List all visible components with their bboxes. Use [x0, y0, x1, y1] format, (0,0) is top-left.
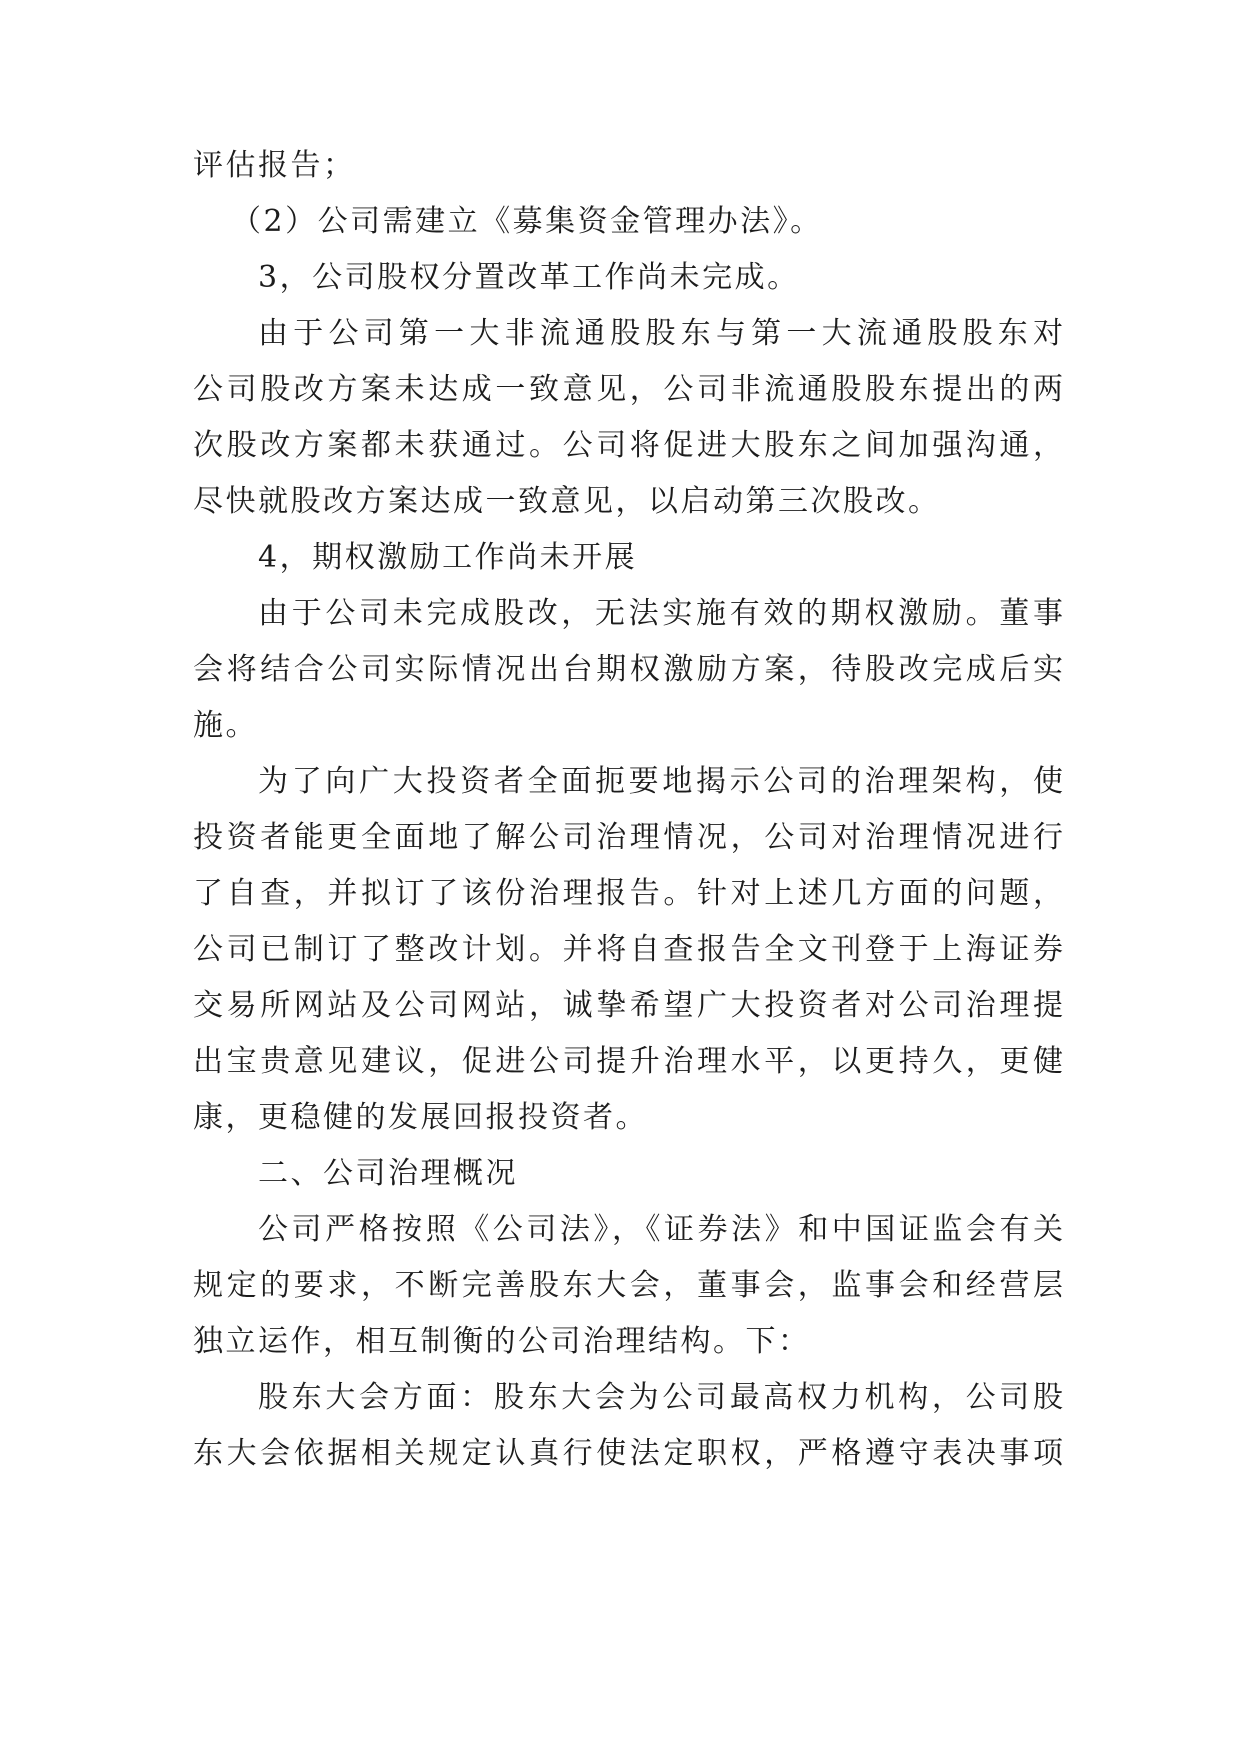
text-line: 公司股改方案未达成一致意见，公司非流通股股东提出的两	[193, 372, 1063, 407]
text-line: 康，更稳健的发展回报投资者。	[193, 1100, 648, 1135]
text-line: 4，期权激励工作尚未开展	[258, 540, 638, 575]
text-line: 公司已制订了整改计划。并将自查报告全文刊登于上海证券	[193, 932, 1063, 967]
text-line: 规定的要求，不断完善股东大会，董事会，监事会和经营层	[193, 1268, 1063, 1303]
text-line: 股东大会方面：股东大会为公司最高权力机构，公司股	[258, 1380, 1063, 1415]
text-line: 出宝贵意见建议，促进公司提升治理水平，以更持久，更健	[193, 1044, 1063, 1079]
text-line: 会将结合公司实际情况出台期权激励方案，待股改完成后实	[193, 652, 1063, 687]
text-line: 公司严格按照《公司法》，《证券法》和中国证监会有关	[258, 1212, 1063, 1247]
text-line: （2）公司需建立《募集资金管理办法》。	[231, 204, 823, 239]
text-line: 独立运作，相互制衡的公司治理结构。下：	[193, 1324, 811, 1359]
text-line: 投资者能更全面地了解公司治理情况，公司对治理情况进行	[193, 820, 1063, 855]
text-line: 次股改方案都未获通过。公司将促进大股东之间加强沟通，	[193, 428, 1063, 463]
text-line: 为了向广大投资者全面扼要地揭示公司的治理架构，使	[258, 764, 1063, 799]
text-line: 3，公司股权分置改革工作尚未完成。	[258, 260, 800, 295]
text-line: 由于公司未完成股改，无法实施有效的期权激励。董事	[258, 596, 1063, 631]
text-line: 了自查，并拟订了该份治理报告。针对上述几方面的问题，	[193, 876, 1063, 911]
text-line: 交易所网站及公司网站，诚挚希望广大投资者对公司治理提	[193, 988, 1063, 1023]
text-line: 东大会依据相关规定认真行使法定职权，严格遵守表决事项	[193, 1436, 1063, 1471]
text-line: 由于公司第一大非流通股股东与第一大流通股股东对	[258, 316, 1063, 351]
text-line: 尽快就股改方案达成一致意见，以启动第三次股改。	[193, 484, 941, 519]
text-line: 评估报告；	[193, 148, 356, 183]
text-line: 施。	[193, 708, 258, 743]
section-heading: 二、公司治理概况	[258, 1156, 518, 1191]
